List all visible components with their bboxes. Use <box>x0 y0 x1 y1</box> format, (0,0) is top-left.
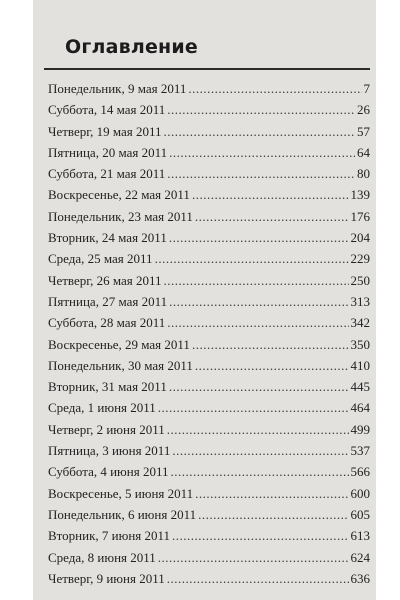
title-rule <box>44 68 370 70</box>
dot-leader <box>170 464 348 480</box>
toc-entry[interactable] <box>48 315 370 336</box>
toc-entry[interactable] <box>48 550 370 571</box>
toc-entry-page-number: 537 <box>350 443 370 459</box>
toc-entry[interactable] <box>48 571 370 592</box>
dot-leader <box>172 443 348 459</box>
toc-entry-page-number: 26 <box>357 102 370 118</box>
toc-entry-title: Вторник, 31 мая 2011 <box>48 379 167 395</box>
toc-entry-title: Суббота, 14 мая 2011 <box>48 102 166 118</box>
toc-entry[interactable] <box>48 187 370 208</box>
toc-entry-title: Пятница, 3 июня 2011 <box>48 443 171 459</box>
toc-entry[interactable] <box>48 145 370 166</box>
toc-entry-title: Суббота, 28 мая 2011 <box>48 315 166 331</box>
dot-leader <box>155 251 349 267</box>
toc-entry-title: Пятница, 20 мая 2011 <box>48 144 168 160</box>
toc-entry-title: Суббота, 4 июня 2011 <box>48 464 169 480</box>
toc-entry-title: Четверг, 26 мая 2011 <box>48 272 162 288</box>
toc-entry[interactable] <box>48 124 370 145</box>
toc-entry-title: Пятница, 27 мая 2011 <box>48 293 168 309</box>
toc-entry-title: Вторник, 7 июня 2011 <box>48 528 171 544</box>
toc-entry[interactable] <box>48 528 370 549</box>
toc-entry[interactable] <box>48 464 370 485</box>
toc-entry-page-number: 613 <box>350 528 370 544</box>
dot-leader <box>167 571 349 587</box>
toc-entry-page-number: 313 <box>350 293 370 309</box>
dot-leader <box>164 273 349 289</box>
dot-leader <box>167 422 349 438</box>
dot-leader <box>188 81 361 97</box>
dot-leader <box>198 507 348 523</box>
toc-entry[interactable] <box>48 400 370 421</box>
dot-leader <box>158 550 349 566</box>
dot-leader <box>167 315 348 331</box>
toc-entry[interactable] <box>48 358 370 379</box>
toc-entry-page-number: 605 <box>350 506 370 522</box>
toc-entry-page-number: 464 <box>350 400 370 416</box>
dot-leader <box>169 379 349 395</box>
toc-entry-title: Воскресенье, 29 мая 2011 <box>48 336 190 352</box>
toc-entry-page-number: 250 <box>350 272 370 288</box>
toc-entry-page-number: 80 <box>357 166 370 182</box>
toc-entry-title: Понедельник, 30 мая 2011 <box>48 357 193 373</box>
toc-entry-title: Воскресенье, 22 мая 2011 <box>48 187 190 203</box>
book-page <box>33 0 376 600</box>
dot-leader <box>169 145 355 161</box>
toc-entry-title: Среда, 25 мая 2011 <box>48 251 153 267</box>
toc-entry-page-number: 229 <box>350 251 370 267</box>
toc-entry[interactable] <box>48 486 370 507</box>
toc-entry-title: Четверг, 2 июня 2011 <box>48 421 165 437</box>
dot-leader <box>167 102 355 118</box>
dot-leader <box>169 294 348 310</box>
dot-leader <box>164 124 355 140</box>
toc-entry-page-number: 350 <box>350 336 370 352</box>
dot-leader <box>195 209 349 225</box>
toc-entry-page-number: 64 <box>357 144 370 160</box>
toc-entry[interactable] <box>48 443 370 464</box>
toc-entry-title: Среда, 8 июня 2011 <box>48 549 156 565</box>
page-title: Оглавление <box>65 36 198 58</box>
toc-entry-title: Среда, 1 июня 2011 <box>48 400 156 416</box>
toc-entry-page-number: 7 <box>363 81 370 96</box>
toc-entry[interactable] <box>48 166 370 187</box>
toc-entry[interactable] <box>48 294 370 315</box>
toc-entry[interactable] <box>48 273 370 294</box>
dot-leader <box>167 166 355 182</box>
toc-entry[interactable] <box>48 209 370 230</box>
toc-entry-page-number: 636 <box>350 570 370 586</box>
dot-leader <box>195 486 348 502</box>
toc-entry-page-number: 445 <box>350 379 370 395</box>
toc-entry-title: Понедельник, 23 мая 2011 <box>48 208 193 224</box>
toc-entry-title: Четверг, 9 июня 2011 <box>48 570 165 586</box>
dot-leader <box>192 337 349 353</box>
table-of-contents <box>48 81 370 592</box>
toc-entry[interactable] <box>48 230 370 251</box>
toc-entry-title: Воскресенье, 5 июня 2011 <box>48 485 194 501</box>
dot-leader <box>172 528 348 544</box>
toc-entry-page-number: 566 <box>350 464 370 480</box>
toc-entry-page-number: 600 <box>350 485 370 501</box>
toc-entry[interactable] <box>48 251 370 272</box>
toc-entry-page-number: 410 <box>350 357 370 373</box>
dot-leader <box>169 230 349 246</box>
toc-entry[interactable] <box>48 102 370 123</box>
toc-entry-page-number: 57 <box>357 123 370 139</box>
toc-entry[interactable] <box>48 337 370 358</box>
toc-entry[interactable] <box>48 507 370 528</box>
toc-entry[interactable] <box>48 81 370 102</box>
toc-entry-page-number: 499 <box>350 421 370 437</box>
dot-leader <box>195 358 349 374</box>
toc-entry-page-number: 176 <box>350 208 370 224</box>
toc-entry[interactable] <box>48 379 370 400</box>
toc-entry-title: Четверг, 19 мая 2011 <box>48 123 162 139</box>
toc-entry-title: Вторник, 24 мая 2011 <box>48 230 167 246</box>
toc-entry-page-number: 342 <box>350 315 370 331</box>
dot-leader <box>192 187 349 203</box>
toc-entry-page-number: 204 <box>350 230 370 246</box>
toc-entry-page-number: 139 <box>350 187 370 203</box>
toc-entry-title: Понедельник, 9 мая 2011 <box>48 81 187 96</box>
toc-entry[interactable] <box>48 422 370 443</box>
toc-entry-title: Суббота, 21 мая 2011 <box>48 166 166 182</box>
dot-leader <box>158 400 349 416</box>
toc-entry-title: Понедельник, 6 июня 2011 <box>48 506 197 522</box>
toc-entry-page-number: 624 <box>350 549 370 565</box>
